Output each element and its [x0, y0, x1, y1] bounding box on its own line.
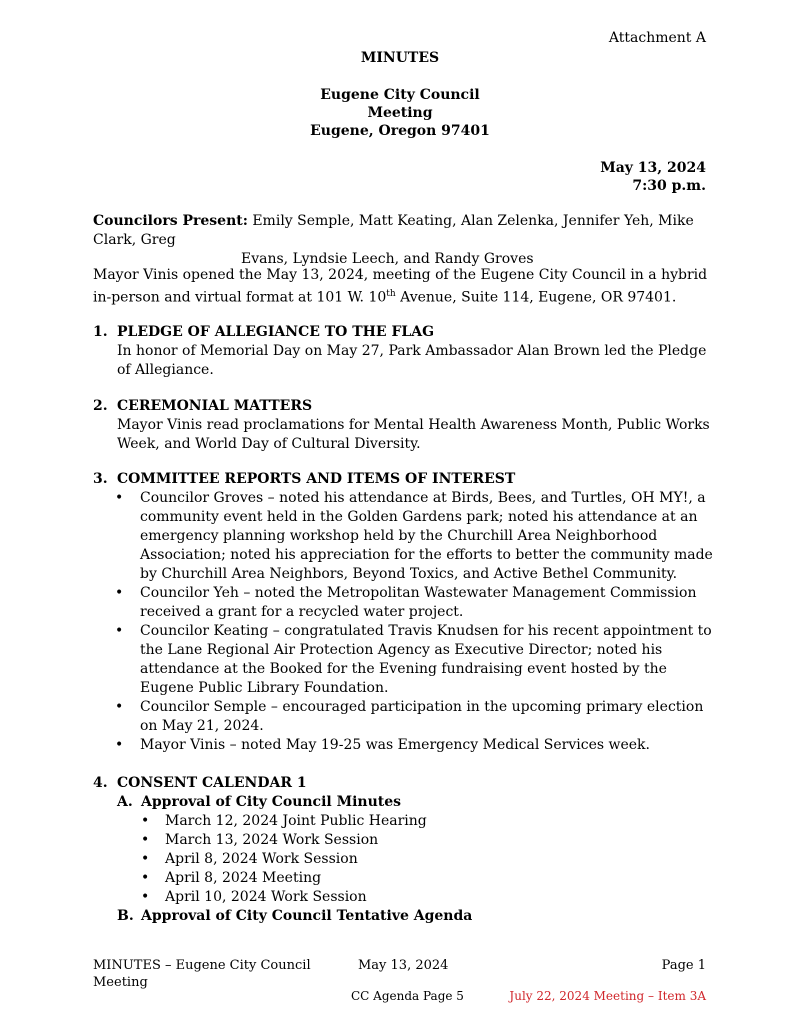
subsection-title: Approval of City Council Tentative Agenda [141, 908, 473, 924]
section-title: CONSENT CALENDAR 1 [117, 775, 307, 791]
section-number: 3. [93, 471, 108, 487]
footer-agenda-page: CC Agenda Page 5 [351, 989, 464, 1003]
section-consent-calendar [93, 774, 713, 926]
section-body: In honor of Memorial Day on May 27, Park Ambassador Alan Brown led the Pledge of Allegiance. [117, 343, 707, 378]
opening-text: Mayor Vinis opened the May 13, 2024, meeting of the Eugene City Council in a hybrid in-person and virtual format at 101 W. 10 [93, 267, 708, 306]
bullet-icon: • [115, 623, 124, 639]
bullet-icon: • [141, 832, 150, 848]
list-item-text: Councilor Semple – encouraged participation in the upcoming primary election on May 21, 2024. [140, 699, 704, 734]
section-number: 2. [93, 398, 108, 414]
location-label: Eugene, Oregon 97401 [310, 123, 490, 139]
list-item-text: Mayor Vinis – noted May 19-25 was Emergency Medical Services week. [140, 737, 650, 753]
bullet-icon: • [141, 813, 150, 829]
list-item-text: March 13, 2024 Work Session [165, 832, 379, 848]
list-item-text: April 8, 2024 Work Session [165, 851, 358, 867]
list-item [93, 489, 713, 584]
opening-paragraph [93, 266, 713, 308]
list-item [93, 584, 713, 622]
councilors-present-names: Emily Semple, Matt Keating, Alan Zelenka, Jennifer Yeh, Mike Clark, Greg [93, 213, 694, 248]
section-committee-reports [93, 470, 713, 755]
list-item [93, 850, 713, 869]
footer-meeting-item: July 22, 2024 Meeting – Item 3A [509, 989, 706, 1003]
list-item-text: April 8, 2024 Meeting [165, 870, 322, 886]
council-name: Eugene City Council [320, 87, 480, 103]
councilors-present-names-cont: Evans, Lyndsie Leech, and Randy Groves [241, 251, 534, 267]
subsection-tentative-agenda [117, 907, 713, 926]
bullet-icon: • [115, 737, 124, 753]
list-item-text: March 12, 2024 Joint Public Hearing [165, 813, 427, 829]
subsection-letter: B. [117, 908, 134, 924]
meeting-time: 7:30 p.m. [632, 178, 706, 194]
list-item [93, 869, 713, 888]
bullet-icon: • [115, 585, 124, 601]
section-title: PLEDGE OF ALLEGIANCE TO THE FLAG [117, 324, 435, 340]
bullet-icon: • [141, 851, 150, 867]
opening-sup: th [386, 289, 396, 299]
footer-date: May 13, 2024 [358, 958, 449, 973]
section-number: 4. [93, 775, 108, 791]
attachment-label: Attachment A [608, 30, 706, 46]
bullet-icon: • [115, 490, 124, 506]
section-body: Mayor Vinis read proclamations for Mental Health Awareness Month, Public Works Week, and World Day of Cultural Diversity. [117, 417, 710, 452]
list-item-text: Councilor Keating – congratulated Travis Knudsen for his recent appointment to the Lane Regional Air Protection Agency as Executive Director; noted his attendance at the Booked for the Evening fundraising event hosted by the Eugene Public Library Foundation. [140, 623, 712, 696]
list-item [93, 622, 713, 698]
bullet-icon: • [141, 889, 150, 905]
list-item [93, 812, 713, 831]
bullet-icon: • [115, 699, 124, 715]
section-title: CEREMONIAL MATTERS [117, 398, 313, 414]
section-pledge [93, 323, 713, 380]
councilors-present-label: Councilors Present: [93, 213, 248, 229]
list-item-text: Councilor Groves – noted his attendance at Birds, Bees, and Turtles, OH MY!, a community event held in the Golden Gardens park; noted his attendance at an emergency planning workshop held by the Churchill Area Neighborhood Association; noted his appreciation for the efforts to better the community made by Churchill Area Neighbors, Beyond Toxics, and Active Bethel Community. [140, 490, 713, 582]
footer-document-title [93, 957, 311, 991]
footer-title-line1: MINUTES – Eugene City Council [93, 958, 311, 973]
meeting-date: May 13, 2024 [600, 160, 706, 176]
list-item [93, 831, 713, 850]
subsection-minutes-approval [117, 793, 713, 812]
list-item [93, 888, 713, 907]
subsection-title: Approval of City Council Minutes [141, 794, 402, 810]
meeting-label: Meeting [367, 105, 433, 121]
section-ceremonial [93, 397, 713, 454]
minutes-list [93, 812, 713, 907]
opening-text-end: Avenue, Suite 114, Eugene, OR 97401. [395, 289, 677, 306]
section-number: 1. [93, 324, 108, 340]
subsection-letter: A. [117, 794, 133, 810]
list-item [93, 698, 713, 736]
minutes-heading: MINUTES [360, 50, 440, 66]
list-item-text: Councilor Yeh – noted the Metropolitan Wastewater Management Commission received a grant for a recycled water project. [140, 585, 697, 620]
footer-page-number: Page 1 [661, 958, 706, 973]
bullet-icon: • [141, 870, 150, 886]
councilors-present [93, 212, 733, 269]
list-item [93, 736, 713, 755]
list-item-text: April 10, 2024 Work Session [165, 889, 367, 905]
section-title: COMMITTEE REPORTS AND ITEMS OF INTEREST [117, 471, 516, 487]
footer-title-line2: Meeting [93, 975, 148, 990]
report-list [93, 489, 713, 755]
